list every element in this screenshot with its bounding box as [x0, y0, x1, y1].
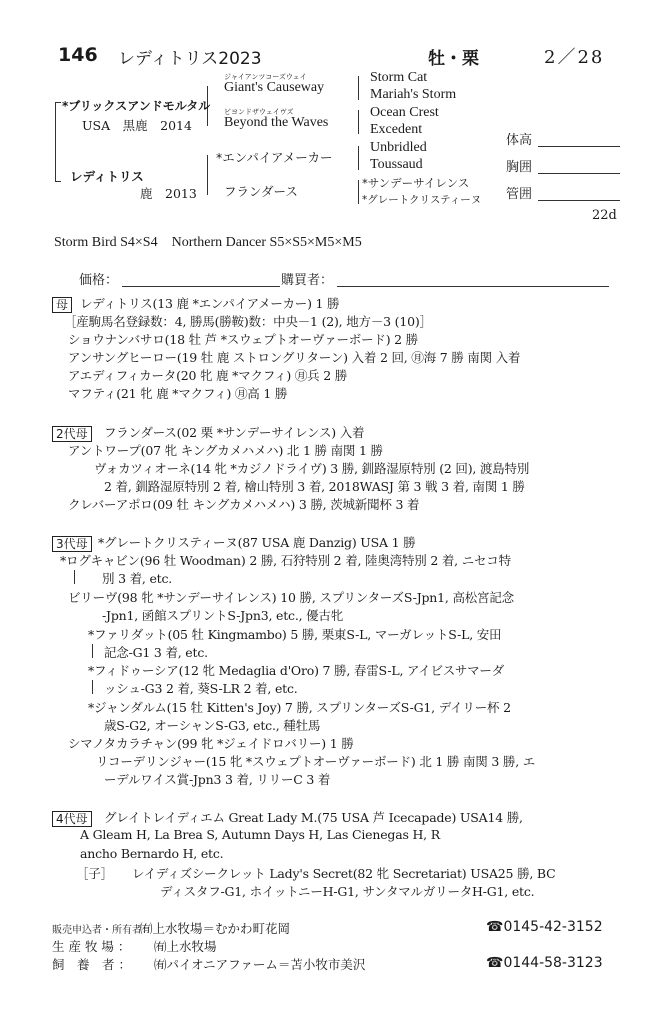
tree-line [74, 570, 75, 584]
dam-name: レディトリス [70, 169, 144, 184]
g2-tag: 2代母 [52, 426, 92, 442]
sire-sire-ruby: ジャイアンツコーズウェイ [224, 73, 307, 81]
g3-line: 別 3 着, etc. [102, 571, 173, 586]
g2-line: 2 着, 釧路湿原特別 2 着, 檜山特別 3 着, 2018WASJ 第 3 戦 3 着, 南関 1 勝 [104, 479, 525, 494]
buyer-blank[interactable] [337, 286, 609, 287]
pedigree-line [358, 146, 359, 170]
tree-line [92, 680, 93, 694]
g4-line: A Gleam H, La Brea S, Autumn Days H, Las Cienegas H, R [80, 827, 440, 842]
pedigree-line [207, 155, 208, 195]
produce-line: マフティ(21 牝 鹿 *マクフィ) ㊊高 1 勝 [68, 386, 288, 401]
tree-line [92, 644, 93, 658]
keeper-label: 飼 養 者 ： [52, 957, 131, 972]
g3-dam-sire-sire: Unbridled [370, 140, 427, 155]
seller-label: 販売申込者・所有者： [52, 925, 152, 936]
g3-line: リコーデリンジャー(15 牝 *スウェプトオーヴァーボード) 北 1 勝 南関 3 勝, エ [96, 754, 536, 769]
dam-info: 鹿 2013 [140, 186, 197, 201]
g4-line: レイディズシークレット Lady's Secret(82 牝 Secretariat) USA25 勝, BC [132, 866, 556, 881]
g3-line: 記念-G1 3 着, etc. [104, 645, 208, 660]
breeder-label: 生 産 牧 場 ： [52, 939, 131, 954]
breeder: ㈲上水牧場 [154, 939, 217, 954]
g3-line: ーデルワイス賞-Jpn3 3 着, リリーC 3 着 [104, 772, 331, 787]
g2-line: フランダース(02 栗 *サンデーサイレンス) 入着 [104, 425, 365, 440]
chest-blank[interactable] [538, 173, 620, 174]
pedigree-line [55, 102, 61, 103]
keeper: ㈲パイオニアファーム＝苫小牧市美沢 [154, 957, 366, 972]
sire-sire-name: Giant's Causeway [224, 80, 325, 95]
produce-line: ショウナンバサロ(18 牡 芦 *スウェプトオーヴァーボード) 2 勝 [68, 332, 418, 347]
g3-line: *ログキャビン(96 牡 Woodman) 2 勝, 石狩特別 2 着, 陸奥湾特別 2 着, ニセコ特 [60, 553, 511, 568]
g4-section [52, 808, 92, 827]
horse-name: レディトリス2023 [118, 49, 262, 69]
sire-info: USA 黒鹿 2014 [82, 118, 192, 133]
pedigree-line [358, 180, 359, 204]
keeper-phone: ☎0144-58-3123 [486, 955, 603, 971]
height-label: 体高 [506, 133, 533, 148]
g3-line: *フィドゥーシア(12 牝 Medaglia d'Oro) 7 勝, 春雷S-L, アイビスサマーダ [88, 663, 505, 678]
g3-line: ッシュ-G3 2 着, 葵S-LR 2 着, etc. [104, 681, 298, 696]
g3-line: ビリーヴ(98 牝 *サンデーサイレンス) 10 勝, スプリンターズS-Jpn1, 高松宮記念 [68, 590, 514, 605]
height-blank[interactable] [538, 146, 620, 147]
g2-line: クレバーアポロ(09 牡 キングカメハメハ) 3 勝, 茨城新聞杯 3 着 [68, 497, 420, 512]
g3-line: *ジャンダルム(15 牡 Kitten's Joy) 7 勝, スプリンターズS-G1, デイリー杯 2 [88, 700, 511, 715]
seller: ㈲上水牧場＝むかわ町花岡 [140, 921, 291, 936]
g3-dam-sire-dam: Toussaud [370, 157, 423, 172]
g2-line: アントワープ(07 牝 キングカメハメハ) 北 1 勝 南関 1 勝 [68, 443, 383, 458]
pedigree-line [55, 102, 56, 182]
g3-sire-dam-sire: Ocean Crest [370, 105, 439, 120]
produce-line: アンサングヒーロー(19 牡 鹿 ストロングリターン) 入着 2 回, ㊊海 7 勝 南関 入着 [68, 350, 521, 365]
g3-tag: 3代母 [52, 536, 92, 552]
pedigree-line [55, 181, 61, 182]
dam-produce-summary: ［産駒馬名登録数：4, 勝馬(勝鞍)数：中央－1 (2), 地方－3 (10)］ [64, 314, 432, 329]
g2-line: ヴォカツィオーネ(14 牝 *カジノドライヴ) 3 勝, 釧路湿原特別 (2 回), 渡島特別 [94, 461, 530, 476]
dam-section [52, 294, 72, 313]
dam-dam-name: フランダース [224, 184, 298, 199]
sire-name: *ブリックスアンドモルタル [62, 99, 211, 113]
buyer-label: 購買者： [281, 273, 334, 288]
g3-section [52, 533, 92, 552]
dam-tag: 母 [52, 297, 72, 313]
g3-line: -Jpn1, 函館スプリントS-Jpn3, etc., 優古牝 [102, 608, 344, 623]
g4-line: グレイトレイディエム Great Lady M.(75 USA 芦 Icecapade) USA14 勝, [104, 810, 523, 825]
dam-line: レディトリス(13 鹿 *エンパイアメーカー) 1 勝 [80, 296, 340, 311]
g3-line: 歳S-G2, オーシャンS-G3, etc., 種牡馬 [104, 718, 321, 733]
sire-dam-name: Beyond the Waves [224, 115, 329, 130]
cannon-label: 管囲 [506, 187, 533, 202]
cannon-blank[interactable] [538, 200, 620, 201]
g3-dam-dam-sire: *サンデーサイレンス [362, 176, 470, 190]
g3-sire-sire-dam: Mariah's Storm [370, 87, 457, 102]
price-blank[interactable] [122, 286, 280, 287]
dam-sire-name: *エンパイアメーカー [216, 150, 333, 165]
g3-line: シマノタカラチャン(99 牝 *ジェイドロバリー) 1 勝 [68, 736, 354, 751]
seller-phone: ☎0145-42-3152 [486, 919, 603, 935]
inbreeding: Storm Bird S4×S4 Northern Dancer S5×S5×M5×M5 [54, 235, 362, 250]
sex-color: 牡・栗 [428, 49, 479, 69]
sire-dam-ruby: ビヨンドザウェイヴズ [224, 108, 294, 116]
days-note: 22d [592, 208, 617, 223]
pedigree-line [358, 110, 359, 134]
pedigree-line [358, 76, 359, 100]
lot-number: 146 [58, 44, 98, 66]
g3-line: *ファリダット(05 牡 Kingmambo) 5 勝, 栗東S-L, マーガレットS-L, 安田 [88, 627, 502, 642]
g3-dam-dam-dam: *グレートクリスティーヌ [362, 194, 482, 206]
g3-sire-sire-sire: Storm Cat [370, 70, 428, 85]
price-label: 価格： [79, 273, 119, 288]
g4-child-tag: ［子］ [76, 866, 113, 881]
g4-line: ディスタフ-G1, ホイットニーH-G1, サンタマルガリータH-G1, etc. [160, 884, 535, 899]
g2-section [52, 423, 92, 442]
birthdate: 2／28 [544, 47, 605, 68]
g3-line: *グレートクリスティーヌ(87 USA 鹿 Danzig) USA 1 勝 [98, 535, 416, 550]
g4-tag: 4代母 [52, 811, 92, 827]
g3-sire-dam-dam: Excedent [370, 122, 423, 137]
g4-line: ancho Bernardo H, etc. [80, 846, 224, 861]
produce-line: アエディフィカータ(20 牝 鹿 *マクフィ) ㊊兵 2 勝 [68, 368, 348, 383]
chest-label: 胸囲 [506, 160, 533, 175]
